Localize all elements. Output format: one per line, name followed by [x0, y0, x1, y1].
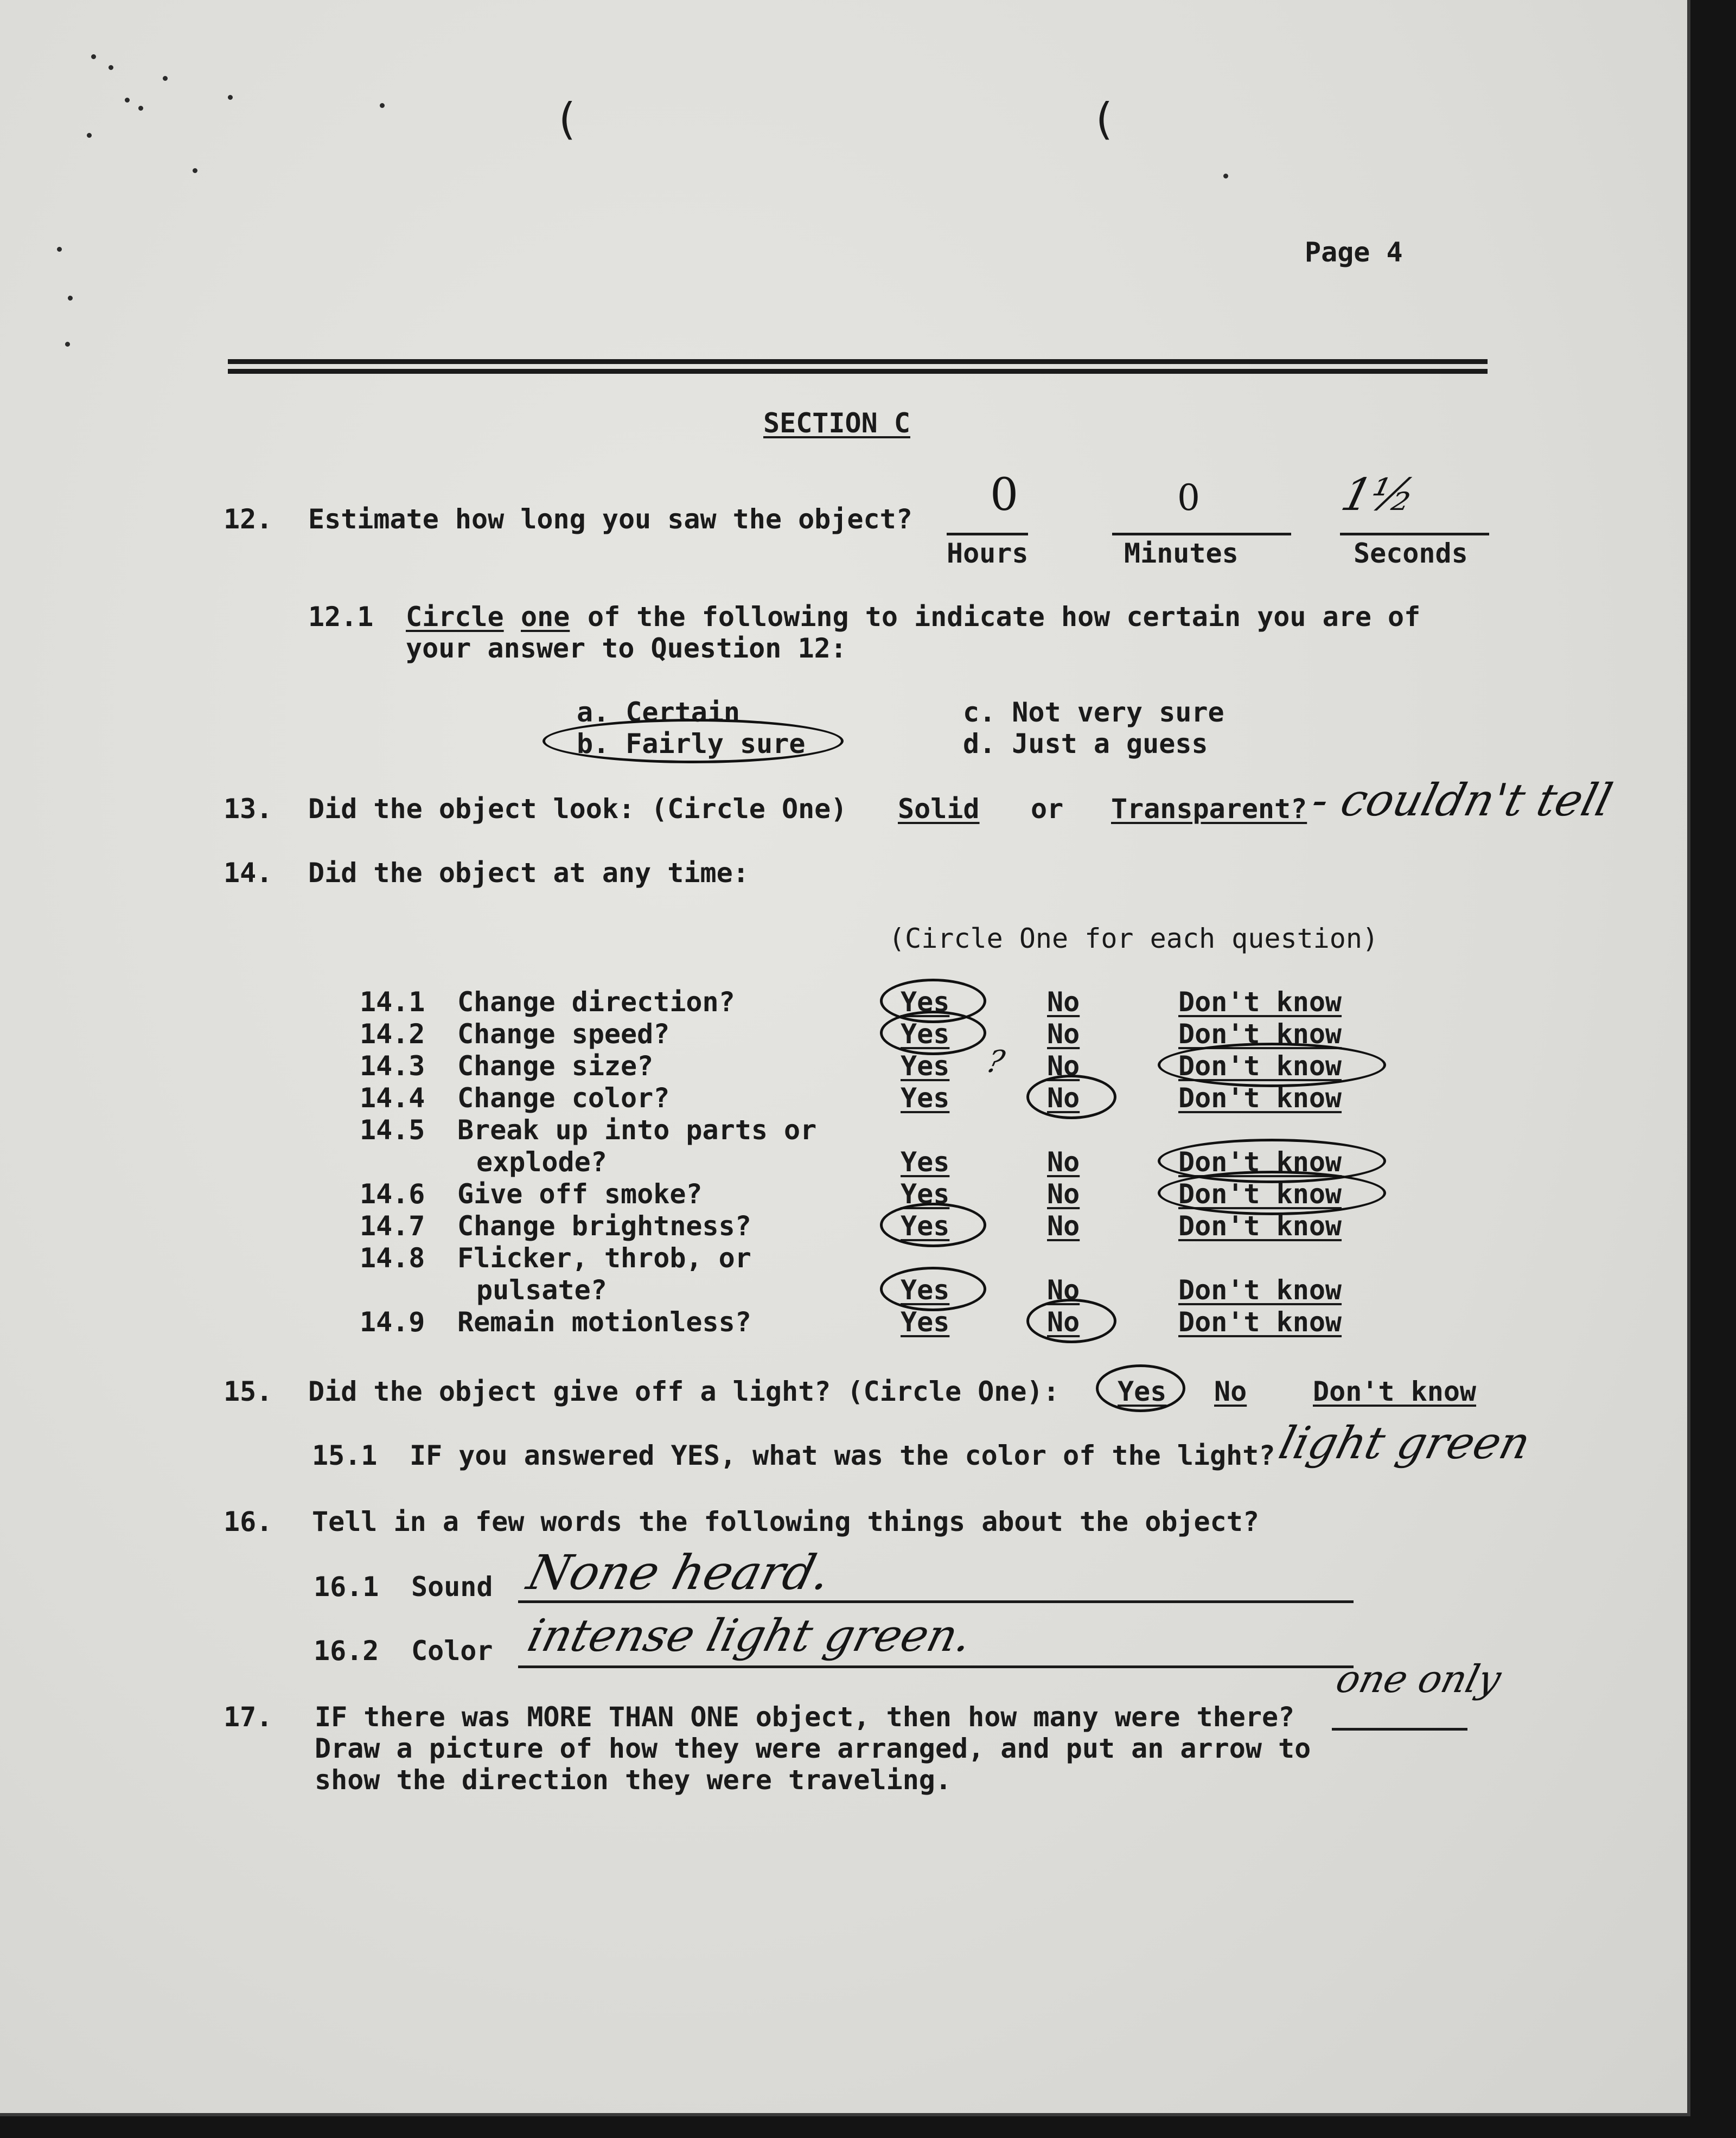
q15-text: Did the object give off a light? (Circle One): — [308, 1376, 1060, 1407]
scan-speck — [68, 296, 73, 301]
q14-question-mark: ? — [983, 1044, 1009, 1080]
q14-option-yes[interactable]: Yes — [901, 1018, 950, 1050]
q14-option-yes[interactable]: Yes — [901, 1274, 950, 1306]
q15-number: 15. — [224, 1376, 273, 1407]
q17-answer-line — [1332, 1728, 1467, 1731]
q14-selection-oval — [1026, 1075, 1116, 1119]
q15-option-yes[interactable]: Yes — [1118, 1376, 1167, 1407]
q12-1-circle-word: Circle — [406, 601, 504, 633]
q13-number: 13. — [224, 793, 273, 825]
q14-option-dont-know[interactable]: Don't know — [1178, 1018, 1342, 1050]
q14-option-yes[interactable]: Yes — [901, 1210, 950, 1242]
q14-text: Did the object at any time: — [308, 857, 749, 889]
q12-1-option-a[interactable]: a. Certain — [577, 697, 741, 728]
q15-option-dont-know[interactable]: Don't know — [1313, 1376, 1477, 1407]
q14-selection-oval — [880, 1267, 986, 1311]
q14-option-yes[interactable]: Yes — [901, 986, 950, 1018]
q14-selection-oval — [1158, 1043, 1386, 1087]
q14-option-no[interactable]: No — [1047, 1050, 1080, 1082]
q14-item-label: Remain motionless? — [457, 1306, 751, 1338]
scan-speck — [108, 65, 113, 70]
q15-1-text: IF you answered YES, what was the color of the light? — [410, 1440, 1275, 1471]
q14-item-number: 14.9 — [360, 1306, 425, 1338]
q17-text-line1: IF there was MORE THAN ONE object, then how many were there? — [315, 1701, 1295, 1733]
q14-item-label: Change direction? — [457, 986, 735, 1018]
q16-number: 16. — [224, 1506, 273, 1537]
q14-item-label: Change size? — [457, 1050, 654, 1082]
q14-item-label: Change brightness? — [457, 1210, 751, 1242]
q14-instruction: (Circle One for each question) — [889, 923, 1379, 954]
q12-seconds-line — [1340, 533, 1489, 535]
q14-option-yes[interactable]: Yes — [901, 1306, 950, 1338]
q14-item-number: 14.7 — [360, 1210, 425, 1242]
q12-1-option-b[interactable]: b. Fairly sure — [577, 728, 806, 760]
q14-option-dont-know[interactable]: Don't know — [1178, 986, 1342, 1018]
q14-option-no[interactable]: No — [1047, 1274, 1080, 1306]
q14-option-no[interactable]: No — [1047, 1178, 1080, 1210]
q12-minutes-line — [1112, 533, 1291, 535]
q13-handwritten-note: - couldn't tell — [1306, 775, 1617, 826]
q12-number: 12. — [224, 503, 273, 535]
scan-speck — [125, 98, 130, 103]
header-rule-top — [228, 359, 1488, 364]
q15-1-number: 15.1 — [312, 1440, 378, 1471]
q12-1-number: 12.1 — [308, 601, 374, 633]
scan-speck — [1223, 174, 1228, 178]
q12-1-option-d[interactable]: d. Just a guess — [963, 728, 1208, 760]
scan-speck — [228, 95, 233, 100]
q14-item-label-cont: pulsate? — [476, 1274, 607, 1306]
q14-item-label: Break up into parts or — [457, 1114, 817, 1146]
q14-option-dont-know[interactable]: Don't know — [1178, 1210, 1342, 1242]
q14-option-no[interactable]: No — [1047, 1146, 1080, 1178]
section-title: SECTION C — [763, 407, 910, 439]
q14-option-yes[interactable]: Yes — [901, 1178, 950, 1210]
q12-1-selection-oval — [542, 719, 844, 763]
q14-item-number: 14.4 — [360, 1082, 425, 1114]
q12-hours-line — [947, 533, 1028, 535]
q14-item-number: 14.6 — [360, 1178, 425, 1210]
q14-option-yes[interactable]: Yes — [901, 1050, 950, 1082]
q16-2-number: 16.2 — [314, 1635, 379, 1667]
q12-hours-answer[interactable]: 0 — [990, 469, 1019, 521]
q14-option-no[interactable]: No — [1047, 1306, 1080, 1338]
scan-speck — [138, 106, 143, 111]
scan-mark: ( — [1090, 94, 1117, 144]
q14-item-number: 14.3 — [360, 1050, 425, 1082]
q14-item-label: Change speed? — [457, 1018, 670, 1050]
q14-selection-oval — [880, 1203, 986, 1247]
q16-1-label: Sound — [411, 1571, 493, 1603]
q15-1-answer[interactable]: light green — [1274, 1418, 1536, 1469]
q14-selection-oval — [1158, 1171, 1386, 1215]
scan-mark: ( — [553, 94, 580, 144]
q16-text: Tell in a few words the following things about the object? — [312, 1506, 1259, 1537]
q14-item-number: 14.5 — [360, 1114, 425, 1146]
q12-seconds-label: Seconds — [1354, 538, 1468, 569]
q13-or: or — [1031, 793, 1064, 825]
q17-text-line2: Draw a picture of how they were arranged, and put an arrow to — [315, 1733, 1311, 1764]
q15-selection-oval — [1096, 1364, 1185, 1412]
q12-hours-label: Hours — [947, 538, 1029, 569]
q16-1-sound-answer[interactable]: None heard. — [522, 1545, 837, 1600]
q14-option-no[interactable]: No — [1047, 1018, 1080, 1050]
q17-number: 17. — [224, 1701, 273, 1733]
q14-item-number: 14.8 — [360, 1242, 425, 1274]
q14-item-number: 14.2 — [360, 1018, 425, 1050]
page-number: Page 4 — [1305, 237, 1403, 268]
q14-item-label: Change color? — [457, 1082, 670, 1114]
q17-text-line3: show the direction they were traveling. — [315, 1764, 952, 1796]
q14-option-dont-know[interactable]: Don't know — [1178, 1274, 1342, 1306]
q16-2-label: Color — [411, 1635, 493, 1667]
scan-speck — [163, 76, 168, 81]
q13-option-solid[interactable]: Solid — [898, 793, 980, 825]
q14-number: 14. — [224, 857, 273, 889]
q14-option-dont-know[interactable]: Don't know — [1178, 1082, 1342, 1114]
q16-2-answer-line — [518, 1665, 1354, 1668]
q14-item-label-cont: explode? — [476, 1146, 607, 1178]
q17-answer[interactable]: one only — [1331, 1657, 1506, 1701]
q12-1-option-c[interactable]: c. Not very sure — [963, 697, 1224, 728]
q14-item-number: 14.1 — [360, 986, 425, 1018]
q12-minutes-label: Minutes — [1124, 538, 1239, 569]
q14-option-dont-know[interactable]: Don't know — [1178, 1050, 1342, 1082]
q12-minutes-answer[interactable]: 0 — [1177, 477, 1200, 519]
q14-option-dont-know[interactable]: Don't know — [1178, 1146, 1342, 1178]
scan-speck — [65, 342, 70, 347]
scan-speck — [193, 168, 197, 173]
q15-option-no[interactable]: No — [1214, 1376, 1247, 1407]
q14-item-label: Give off smoke? — [457, 1178, 703, 1210]
scan-speck — [91, 54, 96, 59]
q16-1-answer-line — [518, 1600, 1354, 1603]
q12-1-text: of the following to indicate how certain you are of — [588, 601, 1421, 633]
scan-speck — [87, 133, 92, 138]
q14-option-no[interactable]: No — [1047, 986, 1080, 1018]
scan-speck — [57, 247, 62, 252]
q12-1-one-word: one — [521, 601, 570, 633]
q14-option-dont-know[interactable]: Don't know — [1178, 1306, 1342, 1338]
q14-option-yes[interactable]: Yes — [901, 1082, 950, 1114]
q16-1-number: 16.1 — [314, 1571, 379, 1603]
q13-option-transparent[interactable]: Transparent? — [1111, 793, 1307, 825]
q12-text: Estimate how long you saw the object? — [308, 503, 912, 535]
header-rule-bottom — [228, 369, 1488, 374]
q14-selection-oval — [880, 1011, 986, 1055]
q12-1-text-line2: your answer to Question 12: — [406, 633, 847, 664]
q14-selection-oval — [1026, 1299, 1116, 1343]
q14-option-yes[interactable]: Yes — [901, 1146, 950, 1178]
scan-speck — [380, 103, 385, 108]
q14-option-dont-know[interactable]: Don't know — [1178, 1178, 1342, 1210]
q14-option-no[interactable]: No — [1047, 1210, 1080, 1242]
q16-2-color-answer[interactable]: intense light green. — [522, 1610, 978, 1662]
q13-text: Did the object look: (Circle One) — [308, 793, 847, 825]
q12-seconds-answer[interactable]: 1½ — [1336, 469, 1421, 521]
q14-option-no[interactable]: No — [1047, 1082, 1080, 1114]
q14-item-label: Flicker, throb, or — [457, 1242, 751, 1274]
